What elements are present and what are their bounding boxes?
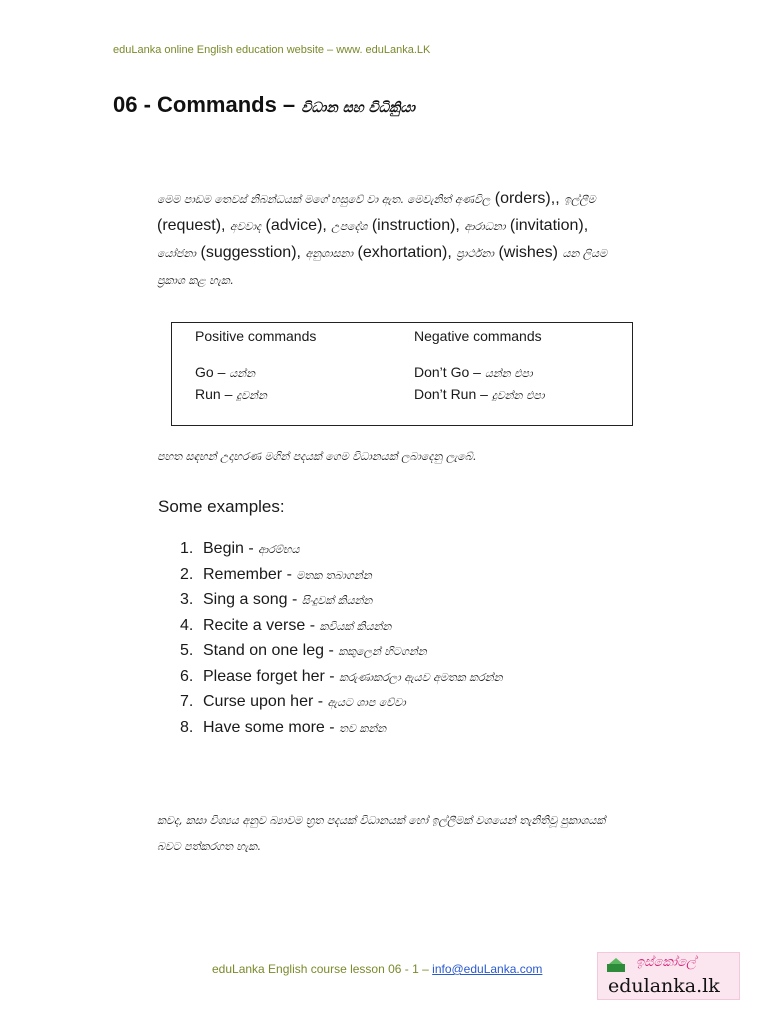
negative-row [414, 386, 545, 403]
examples-heading: Some examples: [158, 497, 285, 516]
item-number: 7. [180, 693, 194, 710]
examples-list [180, 538, 503, 742]
cell-en: Go – [195, 364, 230, 380]
list-item [180, 564, 503, 590]
item-si: ඇයට ශාප වේවා [327, 696, 406, 709]
item-number: 4. [180, 616, 194, 634]
cell-si: යන්න [229, 367, 256, 380]
intro-term: (invitation), [509, 217, 589, 234]
positive-header: Positive commands [195, 328, 317, 344]
item-number: 8. [180, 718, 194, 736]
list-item [180, 615, 503, 641]
intro-text: යෝජනා [157, 247, 197, 260]
item-number: 2. [180, 565, 194, 583]
intro-text: උපදේශ [331, 220, 368, 233]
intro-term: (wishes) [498, 244, 558, 261]
closing-line: බවට පත්කරගත හැක. [157, 840, 261, 853]
cell-si: යන්න එපා [484, 367, 533, 380]
cell-en: Run – [195, 386, 237, 402]
intro-term: (suggesstion), [200, 244, 301, 261]
negative-row [414, 364, 533, 381]
intro-paragraph: මෙම පාඩම තෙවස් නිබන්ධයක් මගේ හසුවේ වා ඇත. මෙවැනිත් අණවිල (orders),, ඉල්ලීම (request), අවවාද (advice), උපදේශ (instruction), ආරාධනා (invitation), යෝජනා (suggesstion), අනුශාසනා (exhortation), ප්‍රාර්ථනා (wishes) යන ලියම ප්‍රකාශ කළ හැක. [157, 190, 608, 287]
item-en: Please forget her - [203, 667, 340, 685]
list-item [180, 666, 503, 692]
item-si: මතක තබාගන්න [296, 568, 372, 582]
cell-en: Don’t Run – [414, 386, 492, 402]
item-number: 5. [180, 642, 194, 659]
list-item [180, 538, 503, 564]
intro-text: මෙම පාඩම තෙවස් නිබන්ධයක් මගේ හසුවේ වා ඇත. මෙවැනිත් අණවිල [157, 193, 491, 206]
item-si: සිංදුවක් කියන්න [301, 594, 373, 607]
title-sinhala: විධාන සහ විධිකිුයා [301, 100, 416, 116]
footer-text: eduLanka English course lesson 06 - 1 – [212, 962, 433, 976]
item-en: Begin - [203, 540, 259, 557]
negative-header: Negative commands [414, 328, 542, 344]
item-en: Sing a song - [203, 591, 302, 608]
intro-text: ආරාධනා [464, 220, 506, 233]
item-si: කරුණාකරලා ඇයව අමතක කරන්න [339, 670, 503, 684]
closing-paragraph [157, 808, 637, 860]
item-en: Stand on one leg - [203, 642, 339, 659]
positive-row [195, 386, 267, 403]
positive-row [195, 364, 255, 381]
email-link[interactable]: info@eduLanka.com [432, 962, 543, 976]
note-text: පහත සඳහන් උදාහරණ මගින් පදයක් ගෙම විධානයක් ලබාදෙනු ලැබේ. [157, 450, 477, 463]
item-en: Remember - [203, 565, 297, 583]
cell-si: දුවන්න එපා [491, 389, 545, 402]
title-main: 06 - Commands – [113, 92, 302, 117]
intro-text: ප්‍රාර්ථනා [456, 247, 494, 260]
item-number: 3. [180, 591, 194, 608]
commands-table [171, 322, 633, 426]
intro-term: (request), [157, 217, 226, 234]
item-number: 6. [180, 667, 194, 685]
logo-text: edulanka.lk [608, 975, 720, 997]
intro-text: අනුශාසනා [305, 247, 354, 260]
book-icon [606, 957, 626, 973]
list-item [180, 717, 503, 743]
intro-text: ඉල්ලීම [564, 193, 596, 206]
cell-en: Don’t Go – [414, 364, 485, 380]
item-si: ආරම්භය [258, 543, 300, 556]
item-number: 1. [180, 540, 194, 557]
item-si: තව කන්න [339, 721, 387, 735]
page-footer [212, 962, 542, 976]
item-en: Curse upon her - [203, 693, 328, 710]
item-si: කකුලෙන් හිටගන්න [338, 645, 427, 658]
page-header: eduLanka online English education website – www. eduLanka.LK [113, 44, 431, 56]
edulanka-logo [597, 952, 740, 1000]
list-item [180, 691, 503, 717]
intro-term: (exhortation), [357, 244, 452, 261]
intro-text: අවවාද [229, 220, 262, 233]
item-en: Recite a verse - [203, 616, 320, 634]
list-item [180, 589, 503, 615]
intro-term: (instruction), [371, 217, 460, 234]
intro-term: (advice), [265, 217, 327, 234]
closing-line: කවද, කසා විශ්‍යය අනුව බ්‍යාවම භ්‍රත පදයක් විධානයක් හෝ ඉල්ලීමක් වශයෙන් තැනිතිවූ පුකාශයක් [157, 814, 606, 827]
item-en: Have some more - [203, 718, 340, 736]
list-item [180, 640, 503, 666]
page-title [113, 92, 415, 118]
cell-si: දුවන්න [236, 389, 267, 402]
item-si: කවියක් කියන්න [319, 619, 392, 633]
logo-sinhala: ඉස්කෝලේ [636, 955, 696, 970]
intro-text: යන ලියම [562, 247, 608, 260]
intro-text: ප්‍රකාශ කළ හැක. [157, 274, 234, 287]
intro-term: (orders), [494, 190, 556, 207]
